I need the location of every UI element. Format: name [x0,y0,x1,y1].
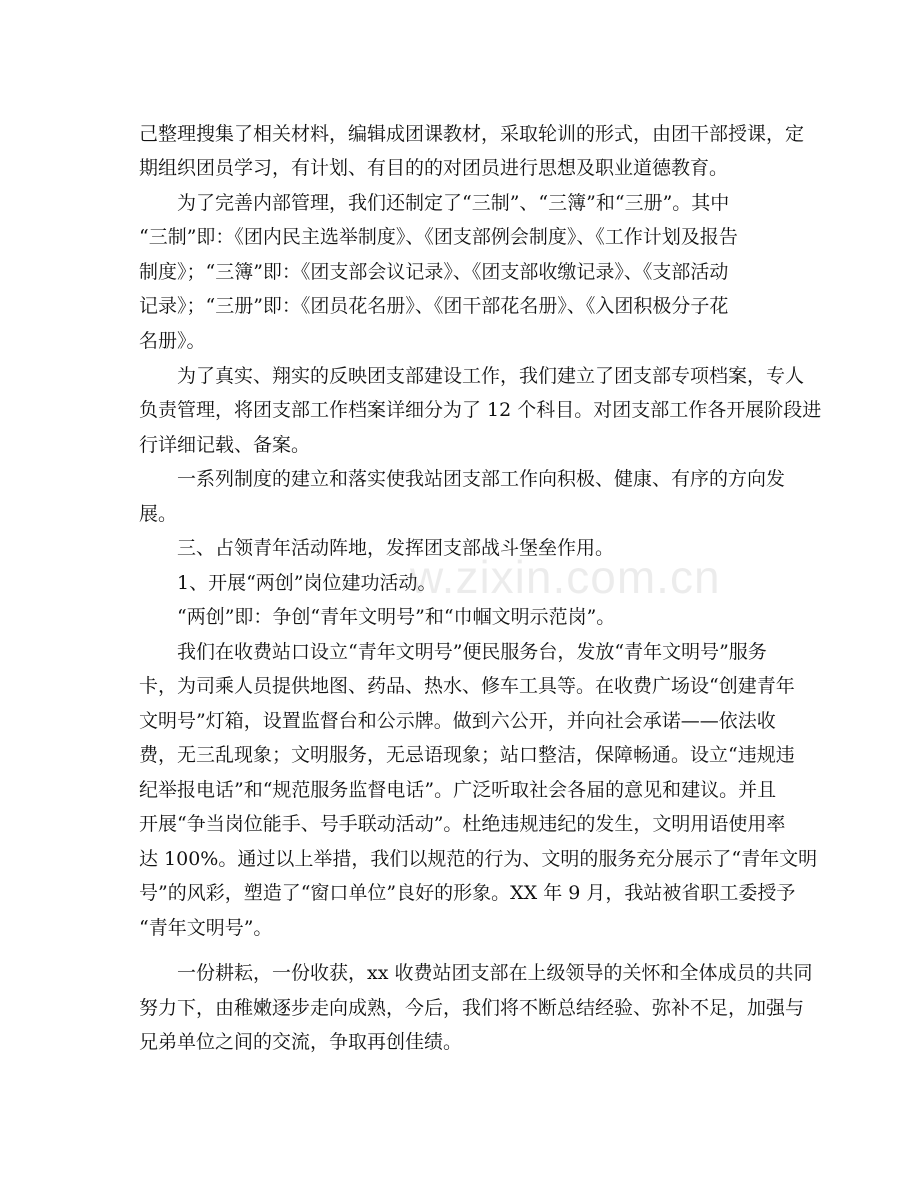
text-line: 文明号”灯箱，设置监督台和公示牌。做到六公开，并向社会承诺——依法收 [139,710,776,732]
text-line: 为了真实、翔实的反映团支部建设工作，我们建立了团支部专项档案，专人 [139,365,805,387]
text-line: 达 100%。通过以上举措，我们以规范的行为、文明的服务充分展示了“青年文明 [139,848,818,870]
text-line: 我们在收费站口设立“青年文明号”便民服务台，发放“青年文明号”服务 [139,641,767,663]
text-line: 1、开展“两创”岗位建功活动。 [139,572,437,594]
text-line: 开展“争当岗位能手、号手联动活动”。杜绝违规违纪的发生，文明用语使用率 [139,813,786,835]
text-line: 一系列制度的建立和落实使我站团支部工作向积极、健康、有序的方向发 [139,468,786,490]
watermark: w.zixin.com.cn [410,551,721,603]
text-line: 展。 [139,503,178,525]
text-line: 制度》；“三簿”即：《团支部会议记录》、《团支部收缴记录》、《支部活动 [139,261,729,283]
text-line: 为了完善内部管理，我们还制定了“三制”、“三簿”和“三册”。其中 [139,192,730,214]
text-line: 纪举报电话”和“规范服务监督电话”。广泛听取社会各届的意见和建议。并且 [139,779,777,801]
text-line: 负责管理，将团支部工作档案详细分为了 12 个科目。对团支部工作各开展阶段进 [139,399,822,421]
text-line: 己整理搜集了相关材料，编辑成团课教材，采取轮训的形式，由团干部授课，定 [139,123,805,145]
text-line: 兄弟单位之间的交流，争取再创佳绩。 [139,1031,463,1053]
text-line: “青年文明号”。 [139,917,273,939]
text-line: 努力下，由稚嫩逐步走向成熟，今后，我们将不断总结经验、弥补不足，加强与 [139,997,805,1019]
text-line: “三制”即：《团内民主选举制度》、《团支部例会制度》、《工作计划及报告 [139,226,738,248]
text-line: 名册》。 [139,330,206,352]
text-line: 一份耕耘，一份收获，xx 收费站团支部在上级领导的关怀和全体成员的共同 [139,962,813,984]
text-line: 期组织团员学习，有计划、有目的的对团员进行思想及职业道德教育。 [139,157,729,179]
text-line: 记录》；“三册”即：《团员花名册》、《团干部花名册》、《入团积极分子花 [139,295,729,317]
text-line: 卡，为司乘人员提供地图、药品、热水、修车工具等。在收费广场设“创建青年 [139,675,795,697]
text-line: 三、占领青年活动阵地，发挥团支部战斗堡垒作用。 [139,537,615,559]
text-line: 费，无三乱现象；文明服务，无忌语现象；站口整洁，保障畅通。设立“违规违 [139,744,795,766]
text-line: 号”的风彩，塑造了“窗口单位”良好的形象。XX 年 9 月，我站被省职工委授予 [139,882,796,904]
text-line: “两创”即：争创“青年文明号”和“巾帼文明示范岗”。 [139,606,616,628]
text-line: 行详细记载、备案。 [139,434,311,456]
